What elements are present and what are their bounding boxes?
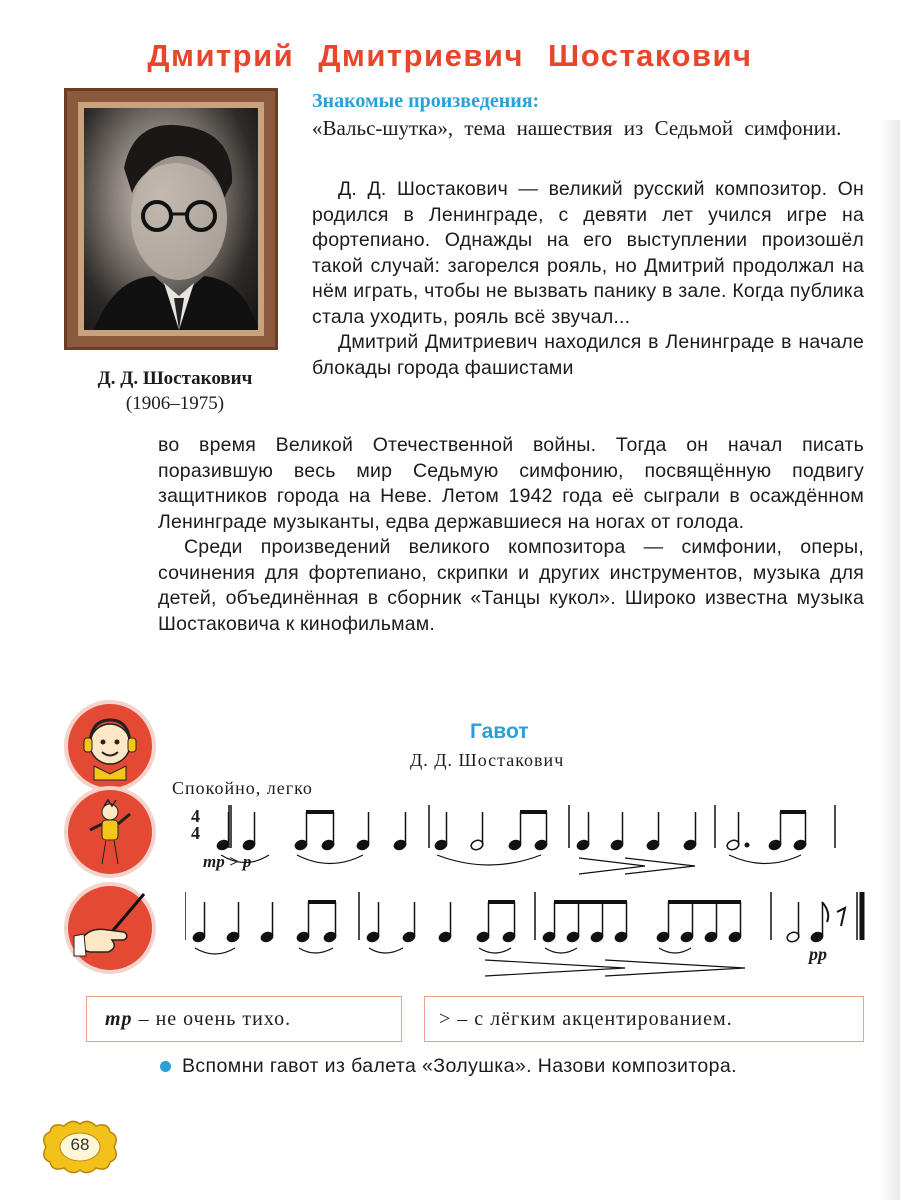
legend-accent-text: – с лёгким акцентированием. (457, 1008, 733, 1030)
bio-wide-column (158, 433, 864, 637)
note-group-1 (216, 810, 407, 851)
question-text: Вспомни гавот из балета «Золушка». Назови композитора. (182, 1055, 737, 1077)
bio-column (312, 177, 864, 381)
bio-paragraph-1: Д. Д. Шостакович — великий русский композитор. Он родился в Ленинграде, с девяти лет учился игре на фортепиано. Однажды на его выступлении произошёл такой случай: загорелся рояль, но Дмитрий продолжал на нём играть, чтобы не вызвать панику в зале. Когда публика стала уходить, рояль всё звучал... (312, 178, 864, 328)
portrait-frame (64, 88, 278, 350)
dynamics-start: mp > p (203, 852, 252, 871)
legend-mp-symbol: mp (105, 1008, 133, 1030)
legend-accent-symbol: > (439, 1008, 452, 1030)
headphones-boy-icon (64, 700, 156, 792)
time-signature-top: 4 (191, 806, 200, 826)
music-line-2 (185, 892, 862, 976)
caption-name: Д. Д. Шостакович (97, 368, 253, 389)
bio-paragraph-3: Среди произведений великого композитора — симфонии, оперы, сочинения для фортепиано, скрипки и других инструментов, музыка для детей, объединённая в сборник «Танцы кукол». Широко известна музыка Шостаковича к кинофильмам. (158, 536, 864, 635)
bio-paragraph-2a: Дмитрий Дмитриевич находился в Ленинграде в начале блокады города фашистами (312, 331, 864, 379)
music-line-1 (216, 805, 835, 874)
known-works-text: «Вальс-шутка», тема нашествия из Седьмой симфонии. (312, 116, 842, 140)
staff-svg (185, 800, 875, 980)
time-signature-bottom: 4 (191, 823, 200, 843)
piece-title: Гавот (470, 720, 529, 743)
legend-accent-box (424, 996, 864, 1042)
page-edge-shade (880, 120, 900, 1200)
legend-mp-text: – не очень тихо. (138, 1008, 292, 1030)
tempo-marking: Спокойно, легко (172, 778, 313, 798)
dynamics-end: pp (809, 944, 827, 964)
conductor-hand-icon (64, 882, 156, 974)
known-works-heading: Знакомые произведения: (312, 90, 540, 112)
dancing-boy-icon (64, 786, 156, 878)
piece-composer: Д. Д. Шостакович (410, 750, 565, 770)
legend-mp-box (86, 996, 402, 1042)
portrait-caption (60, 366, 290, 416)
portrait-photo (84, 108, 258, 330)
bio-paragraph-2b: во время Великой Отечественной войны. Тогда он начал писать поразившую весь мир Седьмую симфонию, посвящённую подвигу защитников города на Неве. Летом 1942 года её сыграли в осаждённом Ленинграде музыканты, едва державшиеся на ногах от голода. (158, 434, 864, 533)
page-title: Дмитрий Дмитриевич Шостакович (147, 38, 753, 73)
page-number: 68 (70, 1135, 90, 1154)
caption-years: (1906–1975) (125, 393, 225, 414)
bullet-icon (160, 1061, 171, 1072)
page-ornament-icon (38, 1118, 122, 1176)
music-notation (185, 800, 875, 980)
